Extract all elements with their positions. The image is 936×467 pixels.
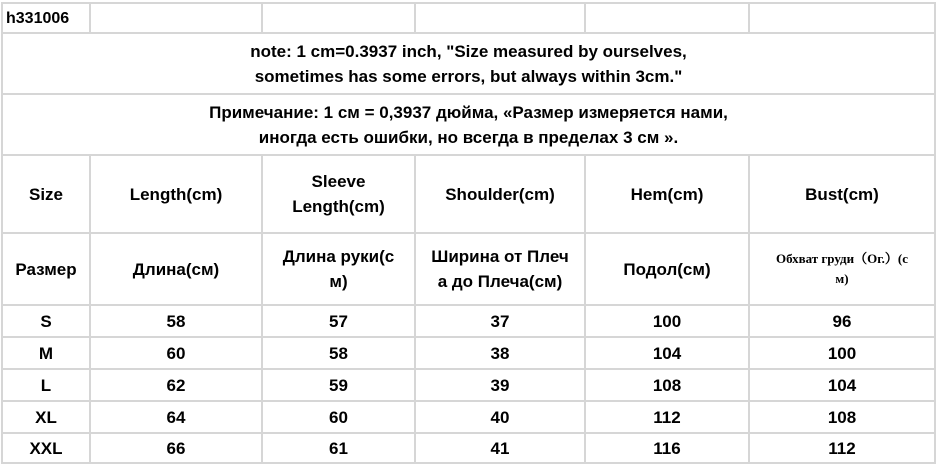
note-en-line1: note: 1 cm=0.3937 inch, "Size measured by ourselves, bbox=[250, 41, 687, 61]
cell-hem: 116 bbox=[585, 433, 749, 463]
table-row bbox=[2, 305, 935, 337]
header-ru-shoulder-line1: Ширина от Плеч bbox=[431, 247, 569, 266]
note-ru-line1: Примечание: 1 см = 0,3937 дюйма, «Размер измеряется нами, bbox=[209, 102, 728, 122]
note-en-row bbox=[2, 33, 935, 94]
header-ru-row bbox=[2, 233, 935, 305]
header-en-row bbox=[2, 155, 935, 233]
cell-hem: 108 bbox=[585, 369, 749, 401]
header-bust: Bust(cm) bbox=[749, 155, 935, 233]
cell-length: 64 bbox=[90, 401, 262, 433]
cell-sleeve: 57 bbox=[262, 305, 415, 337]
header-ru-bust-line1: Обхват груди（Ог.）(с bbox=[775, 251, 909, 266]
header-ru-bust-line2: м) bbox=[835, 271, 849, 286]
empty-cell bbox=[90, 3, 262, 33]
size-chart-table bbox=[1, 2, 936, 464]
table-row bbox=[2, 369, 935, 401]
cell-bust: 108 bbox=[749, 401, 935, 433]
cell-length: 60 bbox=[90, 337, 262, 369]
cell-hem: 112 bbox=[585, 401, 749, 433]
cell-length: 58 bbox=[90, 305, 262, 337]
header-ru-size: Размер bbox=[2, 233, 90, 305]
header-ru-hem: Подол(см) bbox=[585, 233, 749, 305]
header-ru-length: Длина(см) bbox=[90, 233, 262, 305]
cell-hem: 104 bbox=[585, 337, 749, 369]
table-row bbox=[2, 433, 935, 463]
cell-size: S bbox=[2, 305, 90, 337]
cell-size: XL bbox=[2, 401, 90, 433]
header-sleeve-line1: Sleeve bbox=[311, 172, 366, 191]
header-length: Length(cm) bbox=[90, 155, 262, 233]
product-code-row bbox=[2, 3, 935, 33]
cell-shoulder: 39 bbox=[415, 369, 585, 401]
note-en-line2: sometimes has some errors, but always within 3cm." bbox=[254, 66, 683, 86]
cell-hem: 100 bbox=[585, 305, 749, 337]
cell-size: M bbox=[2, 337, 90, 369]
header-sleeve bbox=[262, 155, 415, 233]
cell-bust: 112 bbox=[749, 433, 935, 463]
header-ru-shoulder bbox=[415, 233, 585, 305]
note-en bbox=[2, 33, 935, 94]
header-ru-bust bbox=[749, 233, 935, 305]
empty-cell bbox=[262, 3, 415, 33]
cell-size: L bbox=[2, 369, 90, 401]
cell-length: 62 bbox=[90, 369, 262, 401]
cell-sleeve: 58 bbox=[262, 337, 415, 369]
header-shoulder: Shoulder(cm) bbox=[415, 155, 585, 233]
cell-shoulder: 38 bbox=[415, 337, 585, 369]
note-ru-row bbox=[2, 94, 935, 155]
table-row bbox=[2, 401, 935, 433]
cell-sleeve: 59 bbox=[262, 369, 415, 401]
cell-bust: 96 bbox=[749, 305, 935, 337]
cell-length: 66 bbox=[90, 433, 262, 463]
header-size: Size bbox=[2, 155, 90, 233]
header-ru-sleeve-line2: м) bbox=[329, 272, 348, 291]
header-hem: Hem(cm) bbox=[585, 155, 749, 233]
empty-cell bbox=[749, 3, 935, 33]
cell-sleeve: 60 bbox=[262, 401, 415, 433]
cell-shoulder: 40 bbox=[415, 401, 585, 433]
header-sleeve-line2: Length(cm) bbox=[292, 197, 385, 216]
empty-cell bbox=[585, 3, 749, 33]
note-ru-line2: иногда есть ошибки, но всегда в пределах 3 см ». bbox=[258, 127, 679, 147]
header-ru-sleeve bbox=[262, 233, 415, 305]
empty-cell bbox=[415, 3, 585, 33]
table-row bbox=[2, 337, 935, 369]
cell-shoulder: 41 bbox=[415, 433, 585, 463]
cell-size: XXL bbox=[2, 433, 90, 463]
product-code: h331006 bbox=[2, 3, 90, 33]
header-ru-shoulder-line2: а до Плеча(см) bbox=[437, 272, 563, 291]
note-ru bbox=[2, 94, 935, 155]
cell-sleeve: 61 bbox=[262, 433, 415, 463]
cell-bust: 100 bbox=[749, 337, 935, 369]
cell-bust: 104 bbox=[749, 369, 935, 401]
cell-shoulder: 37 bbox=[415, 305, 585, 337]
header-ru-sleeve-line1: Длина руки(с bbox=[282, 247, 395, 266]
